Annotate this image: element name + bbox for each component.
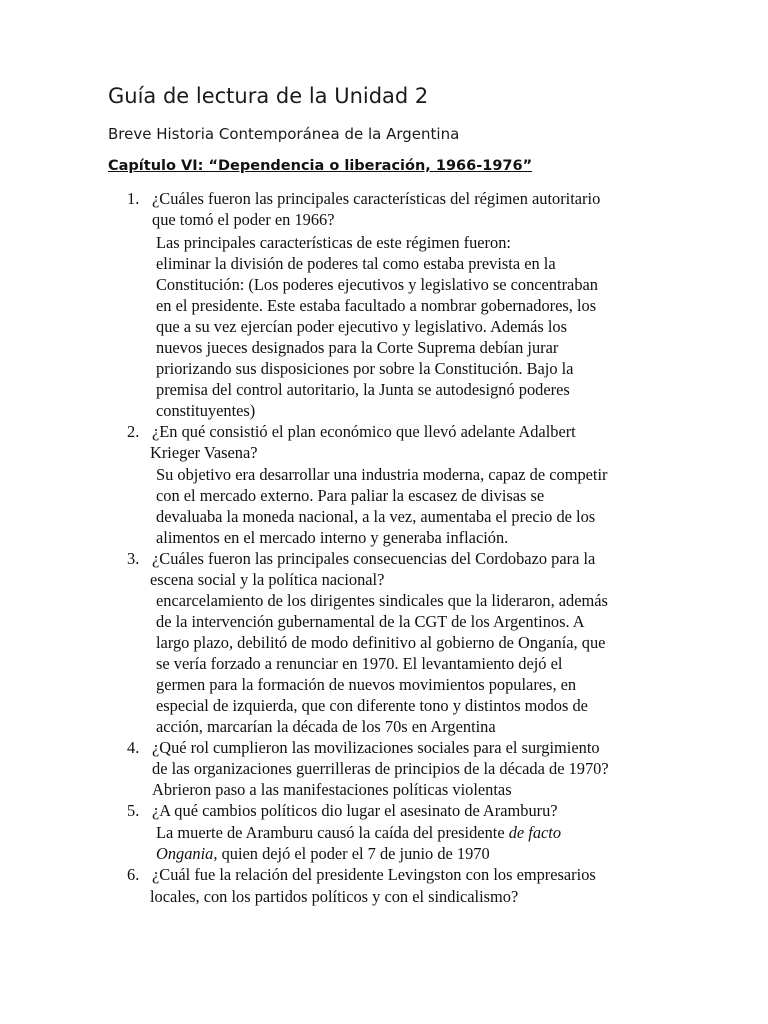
question-line: escena social y la política nacional? bbox=[150, 570, 385, 589]
question-line: locales, con los partidos políticos y con el sindicalismo? bbox=[150, 887, 519, 906]
answer-line: que a su vez ejercían poder ejecutivo y legislativo. Además los bbox=[156, 317, 567, 336]
answer-line: Las principales características de este régimen fueron: bbox=[156, 233, 511, 252]
answer-line: priorizando sus disposiciones por sobre la Constitución. Bajo la bbox=[156, 359, 574, 378]
question-line: de las organizaciones guerrilleras de principios de la década de 1970? bbox=[152, 759, 609, 778]
answer-line: germen para la formación de nuevos movimientos populares, en bbox=[156, 675, 577, 694]
answer-line: largo plazo, debilitó de modo definitivo al gobierno de Onganía, que bbox=[156, 633, 606, 652]
answer-line: se vería forzado a renunciar en 1970. El levantamiento dejó el bbox=[156, 654, 563, 673]
question-line: que tomó el poder en 1966? bbox=[152, 210, 335, 229]
answer-text: , quien dejó el poder el 7 de junio de 1970 bbox=[213, 844, 490, 863]
answer-line: constituyentes) bbox=[156, 401, 256, 420]
item-number: 5. bbox=[127, 801, 140, 820]
question-line: ¿Qué rol cumplieron las movilizaciones sociales para el surgimiento bbox=[152, 738, 600, 757]
question-line: Krieger Vasena? bbox=[150, 443, 258, 462]
answer-line: nuevos jueces designados para la Corte Suprema debían jurar bbox=[156, 338, 559, 357]
answer-line: alimentos en el mercado interno y generaba inflación. bbox=[156, 528, 509, 547]
answer-line: premisa del control autoritario, la Junta se autodesignó poderes bbox=[156, 380, 570, 399]
answer-line: encarcelamiento de los dirigentes sindicales que la lideraron, además bbox=[156, 591, 608, 610]
item-number: 6. bbox=[127, 865, 140, 884]
question-line: ¿Cuál fue la relación del presidente Levingston con los empresarios bbox=[152, 865, 596, 884]
item-number: 3. bbox=[127, 549, 140, 568]
answer-line bbox=[156, 822, 561, 843]
answer-line: devaluaba la moneda nacional, a la vez, aumentaba el precio de los bbox=[156, 507, 596, 526]
answer-line: en el presidente. Este estaba facultado a nombrar gobernadores, los bbox=[156, 296, 597, 315]
item-number: 2. bbox=[127, 422, 140, 441]
answer-line: Constitución: (Los poderes ejecutivos y legislativo se concentraban bbox=[156, 275, 598, 294]
question-line: ¿A qué cambios políticos dio lugar el asesinato de Aramburu? bbox=[152, 801, 558, 820]
question-line: ¿Cuáles fueron las principales consecuencias del Cordobazo para la bbox=[152, 549, 596, 568]
item-number: 1. bbox=[127, 189, 140, 208]
document-subtitle: Breve Historia Contemporánea de la Argentina bbox=[108, 125, 460, 143]
question-line: ¿En qué consistió el plan económico que llevó adelante Adalbert bbox=[152, 422, 576, 441]
chapter-heading: Capítulo VI: “Dependencia o liberación, 1966-1976” bbox=[108, 158, 533, 174]
answer-italic-text: Ongania bbox=[156, 844, 214, 863]
answer-line: eliminar la división de poderes tal como estaba prevista en la bbox=[156, 254, 556, 273]
answer-line bbox=[156, 843, 490, 864]
document-title: Guía de lectura de la Unidad 2 bbox=[108, 84, 429, 108]
answer-line: Abrieron paso a las manifestaciones políticas violentas bbox=[152, 780, 512, 799]
answer-line: Su objetivo era desarrollar una industria moderna, capaz de competir bbox=[156, 465, 608, 484]
answer-line: con el mercado externo. Para paliar la escasez de divisas se bbox=[156, 486, 545, 505]
answer-line: especial de izquierda, que con diferente tono y distintos modos de bbox=[156, 696, 588, 715]
question-line: ¿Cuáles fueron las principales características del régimen autoritario bbox=[152, 189, 601, 208]
answer-line: acción, marcarían la década de los 70s en Argentina bbox=[156, 717, 496, 736]
answer-line: de la intervención gubernamental de la CGT de los Argentinos. A bbox=[156, 612, 585, 631]
answer-text: La muerte de Aramburu causó la caída del presidente bbox=[156, 823, 509, 842]
item-number: 4. bbox=[127, 738, 140, 757]
answer-italic-text: de facto bbox=[508, 823, 562, 842]
